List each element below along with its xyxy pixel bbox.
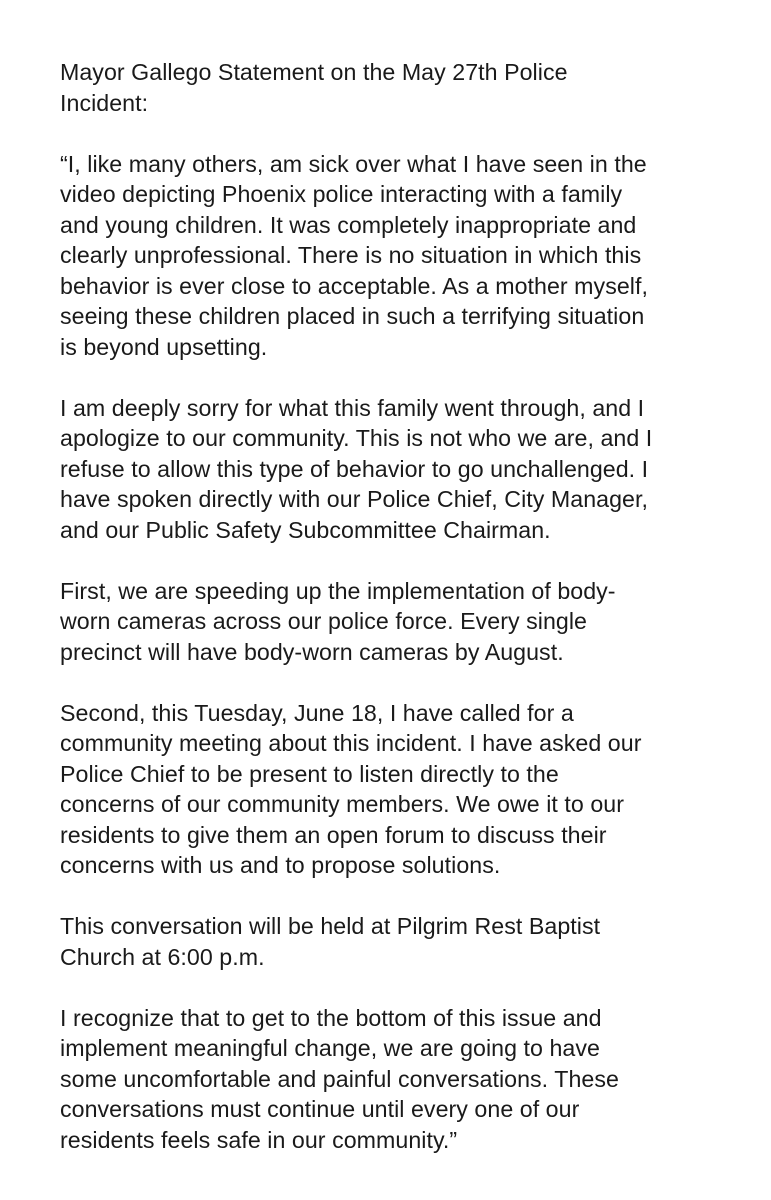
text-line: I am deeply sorry for what this family went through, and I (60, 394, 645, 421)
paragraph-community-meeting (60, 698, 731, 881)
text-line: Church at 6:00 p.m. (60, 943, 265, 970)
text-line: “I, like many others, am sick over what I have seen in the (60, 150, 647, 177)
text-line: some uncomfortable and painful conversations. These (60, 1065, 619, 1092)
text-line: have spoken directly with our Police Chief, City Manager, (60, 486, 648, 512)
text-line: and our Public Safety Subcommittee Chairman. (60, 516, 551, 543)
text-line: This conversation will be held at Pilgrim Rest Baptist (60, 913, 601, 939)
text-line: residents feels safe in our community.” (60, 1126, 458, 1153)
text-line: I recognize that to get to the bottom of this issue and (60, 1004, 602, 1031)
paragraph-location (60, 911, 731, 972)
text-line: Police Chief to be present to listen directly to the (60, 760, 559, 787)
text-line: concerns of our community members. We owe it to our (60, 791, 624, 817)
text-line: residents to give them an open forum to discuss their (60, 821, 607, 848)
title-line: Incident: (60, 89, 149, 116)
text-line: video depicting Phoenix police interacting with a family (60, 181, 623, 207)
text-line: concerns with us and to propose solutions. (60, 852, 501, 878)
text-line: Second, this Tuesday, June 18, I have called for a (60, 699, 574, 726)
text-line: precinct will have body-worn cameras by August. (60, 638, 564, 665)
text-line: seeing these children placed in such a terrifying situation (60, 303, 645, 329)
text-line: conversations must continue until every one of our (60, 1096, 580, 1122)
text-line: First, we are speeding up the implementation of body- (60, 577, 616, 604)
paragraph-closing (60, 1003, 731, 1156)
statement-title (60, 57, 731, 118)
text-line: clearly unprofessional. There is no situation in which this (60, 242, 642, 268)
paragraph-quote-intro (60, 149, 731, 363)
text-line: refuse to allow this type of behavior to go unchallenged. I (60, 455, 649, 482)
text-line: apologize to our community. This is not who we are, and I (60, 425, 653, 451)
title-line: Mayor Gallego Statement on the May 27th Police (60, 59, 568, 85)
paragraph-apology (60, 393, 731, 546)
text-line: implement meaningful change, we are going to have (60, 1035, 600, 1061)
text-line: worn cameras across our police force. Every single (60, 608, 588, 634)
text-line: and young children. It was completely inappropriate and (60, 211, 637, 238)
text-line: community meeting about this incident. I have asked our (60, 730, 642, 756)
text-line: behavior is ever close to acceptable. As a mother myself, (60, 272, 648, 299)
paragraph-body-cameras (60, 576, 731, 668)
text-line: is beyond upsetting. (60, 333, 268, 360)
